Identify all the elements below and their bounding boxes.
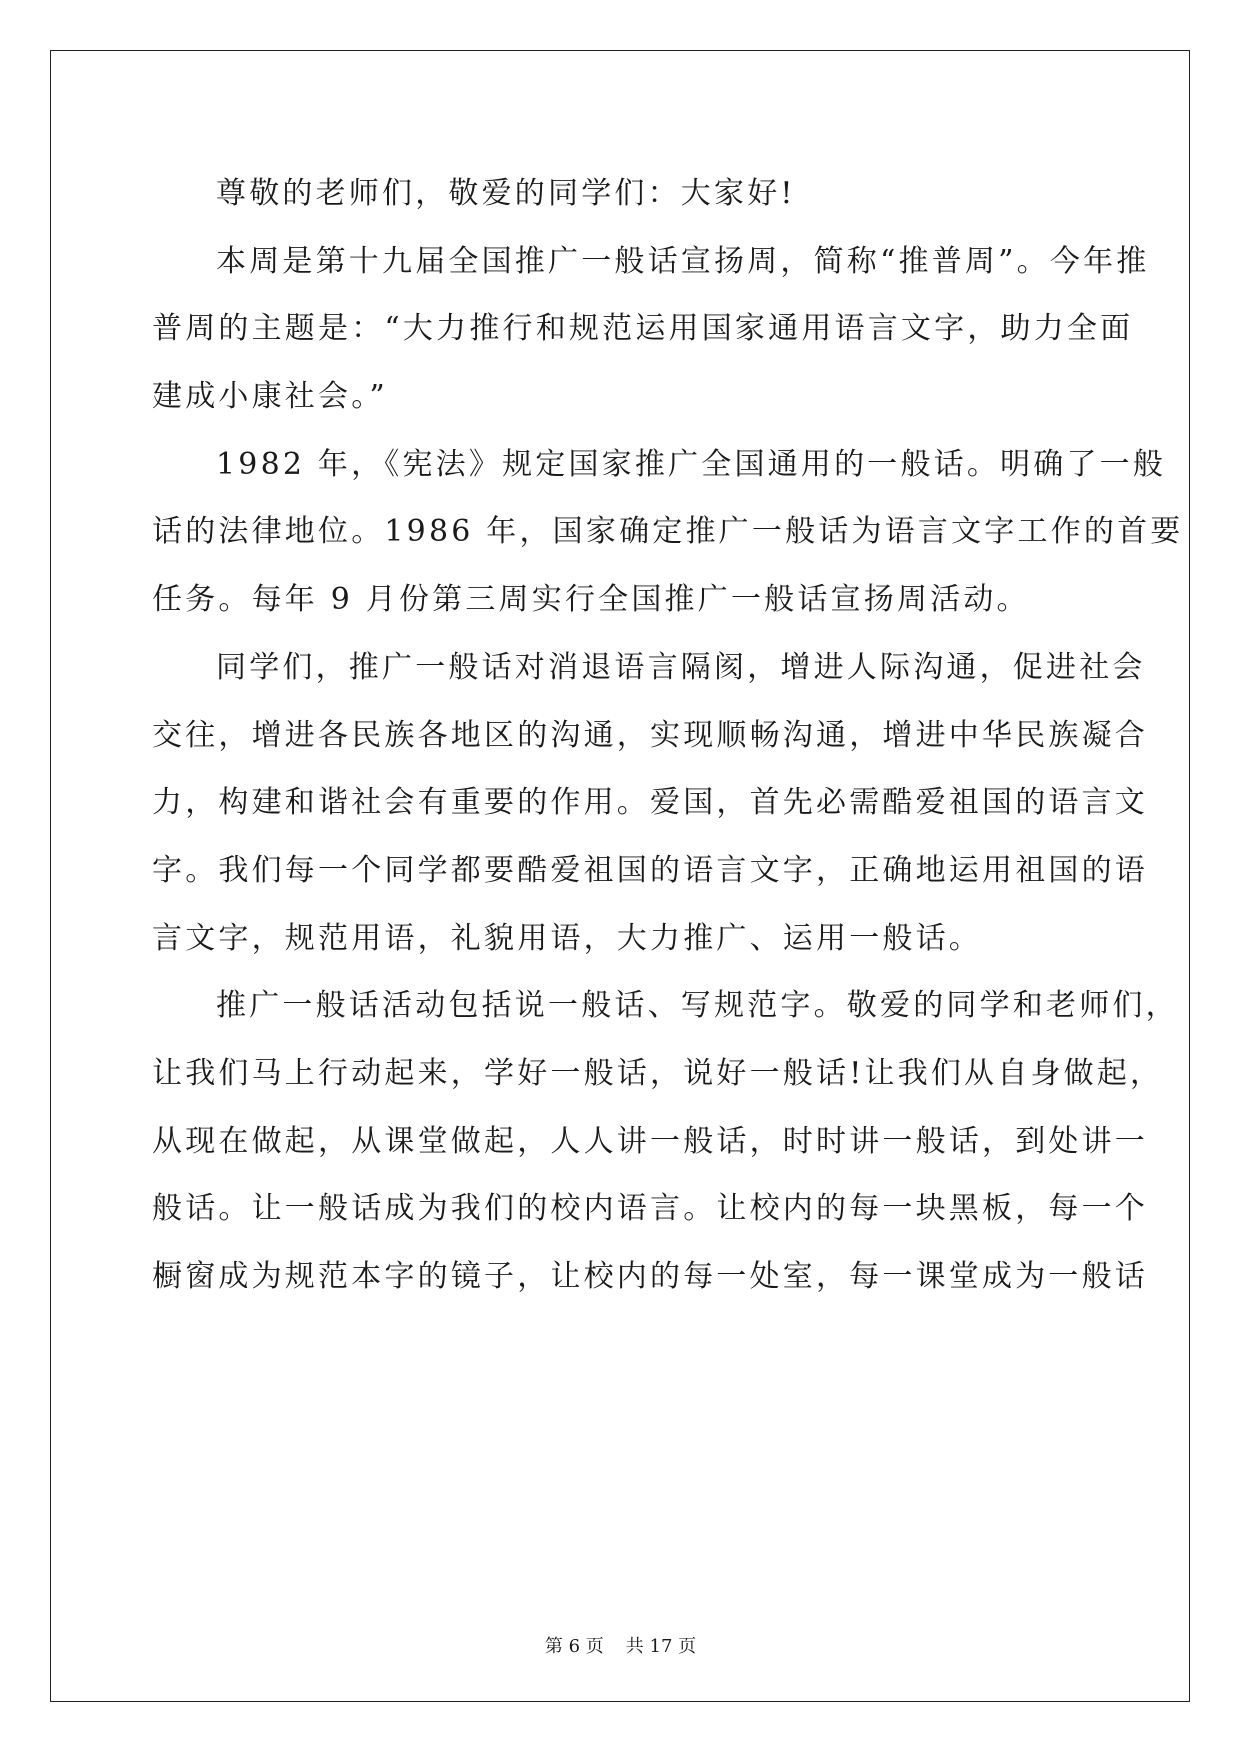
- text-line: 建成小康社会。”: [152, 379, 388, 415]
- text-line: 言文字，规范用语，礼貌用语，大力推广、运用一般话。: [152, 920, 982, 956]
- text-line: 从现在做起，从课堂做起，人人讲一般话，时时讲一般话，到处讲一: [152, 1123, 1148, 1159]
- page-total: 共 17 页: [625, 1636, 697, 1657]
- document-body: [152, 160, 1184, 1311]
- text-line: 推广一般话活动包括说一般话、写规范字。敬爱的同学和老师们，: [216, 988, 1179, 1024]
- text-line: 橱窗成为规范本字的镜子，让校内的每一处室，每一课堂成为一般话: [152, 1259, 1148, 1294]
- text-line: 话的法律地位。1986 年，国家确定推广一般话为语言文字工作的首要: [152, 514, 1184, 550]
- text-line: 般话。让一般话成为我们的校内语言。让校内的每一块黑板，每一个: [152, 1191, 1148, 1227]
- text-line: 尊敬的老师们，敬爱的同学们：大家好!: [216, 176, 796, 211]
- text-line: 普周的主题是：“大力推行和规范运用国家通用语言文字，助力全面: [152, 311, 1134, 347]
- page-number: 第 6 页: [544, 1636, 604, 1657]
- text-line: 交往，增进各民族各地区的沟通，实现顺畅沟通，增进中华民族凝合: [152, 717, 1148, 753]
- text-line: 力，构建和谐社会有重要的作用。爱国，首先必需酷爱祖国的语言文: [152, 785, 1148, 821]
- page-footer: [0, 1632, 1241, 1658]
- text-line: 让我们马上行动起来，学好一般话，说好一般话!让我们从自身做起，: [152, 1055, 1164, 1091]
- text-line: 字。我们每一个同学都要酷爱祖国的语言文字，正确地运用祖国的语: [152, 852, 1148, 888]
- text-line: 本周是第十九届全国推广一般话宣扬周，简称“推普周”。今年推: [216, 243, 1150, 279]
- text-line: 同学们，推广一般话对消退语言隔阂，增进人际沟通，促进社会: [216, 649, 1146, 685]
- text-line: 任务。每年 9 月份第三周实行全国推广一般话宣扬周活动。: [152, 582, 1030, 618]
- text-line: 1982 年，《宪法》规定国家推广全国通用的一般话。明确了一般: [216, 446, 1167, 482]
